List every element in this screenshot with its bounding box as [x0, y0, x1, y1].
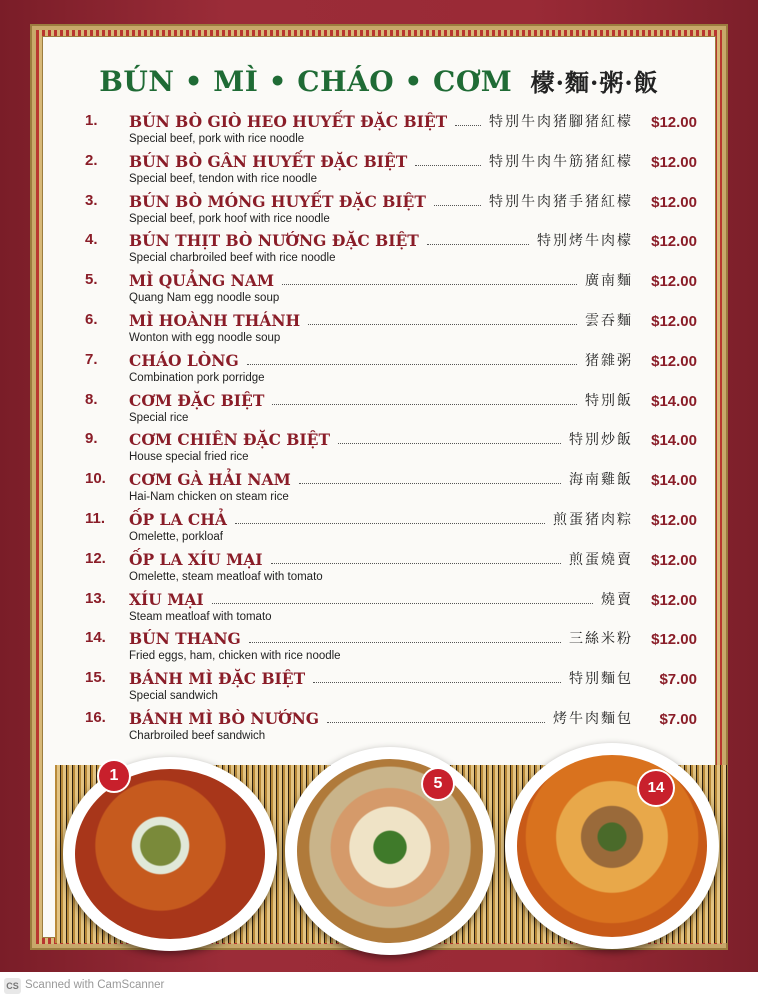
item-number: 16.	[85, 708, 106, 726]
item-name-chinese: 特別麵包	[569, 671, 633, 688]
item-name-vietnamese: CƠM CHIÊN ĐẶC BIỆT	[129, 430, 331, 450]
item-line	[129, 666, 697, 688]
item-name-chinese: 特別牛肉猪腳猪紅檬	[489, 114, 633, 130]
item-price: $12.00	[651, 114, 697, 131]
item-name-vietnamese: XÍU MẠI	[129, 589, 204, 609]
camscanner-logo-icon: CS	[4, 978, 21, 994]
item-price: $12.00	[651, 233, 697, 251]
item-price: $14.00	[651, 432, 697, 450]
item-name-chinese: 烤牛肉麵包	[553, 710, 633, 727]
menu-item	[85, 308, 697, 348]
item-price: $14.00	[651, 472, 697, 490]
menu-page	[42, 36, 716, 938]
leader-dots	[247, 364, 577, 365]
item-name-chinese: 特別烤牛肉檬	[537, 233, 633, 250]
item-price: $12.00	[651, 352, 697, 370]
leader-dots	[327, 722, 545, 723]
dish-photo-3	[505, 743, 719, 949]
leader-dots	[299, 483, 561, 484]
item-name-chinese: 海南雞飯	[569, 472, 633, 489]
menu-item	[85, 706, 697, 746]
item-name-vietnamese: MÌ QUẢNG NAM	[129, 271, 275, 291]
bun-bo-hue-image	[75, 769, 265, 939]
leader-dots	[212, 603, 593, 604]
item-number: 7.	[85, 350, 98, 368]
item-name-vietnamese: ỐP LA CHẢ	[129, 509, 227, 529]
item-description: House special fried rice	[129, 451, 249, 464]
item-line	[129, 348, 697, 370]
item-line	[129, 587, 697, 609]
leader-dots	[308, 324, 577, 325]
item-description: Special beef, pork with rice noodle	[129, 133, 305, 145]
menu-item	[85, 666, 697, 706]
item-price: $12.00	[651, 551, 697, 569]
item-line	[129, 189, 697, 211]
item-price: $14.00	[651, 392, 697, 410]
dish-badge: 14	[639, 771, 673, 805]
dish-badge: 5	[423, 769, 453, 799]
menu-item	[85, 268, 697, 308]
item-number: 10.	[85, 470, 106, 488]
item-price: $12.00	[651, 193, 697, 211]
item-number: 1.	[85, 112, 98, 129]
item-description: Special sandwich	[129, 690, 218, 703]
item-description: Fried eggs, ham, chicken with rice noodle	[129, 650, 341, 663]
item-price: $12.00	[651, 153, 697, 171]
item-name-vietnamese: MÌ HOÀNH THÁNH	[129, 310, 301, 330]
item-description: Special charbroiled beef with rice noodle	[129, 252, 336, 265]
item-description: Omelette, porkloaf	[129, 530, 223, 543]
item-description: Special beef, pork hoof with rice noodle	[129, 212, 330, 225]
item-name-vietnamese: BÚN THỊT BÒ NƯỚNG ĐẶC BIỆT	[129, 231, 419, 251]
item-price: $12.00	[651, 631, 697, 649]
menu-frame	[30, 24, 728, 950]
scanner-footer	[0, 972, 758, 1000]
item-name-chinese: 特別飯	[585, 392, 633, 409]
item-line	[129, 427, 697, 449]
item-number: 6.	[85, 310, 98, 328]
menu-item	[85, 149, 697, 189]
item-name-chinese: 特別牛肉牛筋猪紅檬	[489, 153, 633, 170]
item-description: Combination pork porridge	[129, 371, 265, 384]
item-name-chinese: 特別牛肉猪手猪紅檬	[489, 193, 633, 210]
menu-item	[85, 547, 697, 587]
item-name-vietnamese: BÚN BÒ GÂN HUYẾT ĐẶC BIỆT	[129, 151, 408, 171]
item-number: 11.	[85, 509, 106, 527]
item-description: Wonton with egg noodle soup	[129, 331, 281, 344]
item-name-vietnamese: BÁNH MÌ ĐẶC BIỆT	[129, 669, 306, 689]
title-vietnamese: BÚN • MÌ • CHÁO • CƠM	[99, 65, 513, 98]
title-chinese: 檬·麵·粥·飯	[530, 68, 659, 97]
item-name-vietnamese: BÚN BÒ GIÒ HEO HUYẾT ĐẶC BIỆT	[129, 112, 448, 131]
leader-dots	[313, 682, 561, 683]
menu-item	[85, 626, 697, 666]
item-name-chinese: 特別炒飯	[569, 432, 633, 449]
menu-item	[85, 587, 697, 627]
scanner-watermark: Scanned with CamScanner	[25, 979, 165, 991]
item-number: 5.	[85, 271, 98, 289]
item-number: 8.	[85, 390, 98, 408]
item-number: 13.	[85, 589, 106, 607]
menu-title	[43, 63, 715, 98]
bun-thang-image	[517, 755, 707, 937]
dish-photo-1	[63, 757, 277, 951]
leader-dots	[338, 443, 561, 444]
menu-item	[85, 348, 697, 388]
item-name-chinese: 廣南麵	[585, 273, 633, 290]
item-name-chinese: 燒賣	[601, 591, 633, 608]
item-number: 4.	[85, 231, 98, 249]
item-price: $12.00	[651, 312, 697, 330]
item-name-vietnamese: BÚN THANG	[129, 629, 241, 649]
item-number: 15.	[85, 669, 106, 687]
menu-item	[85, 109, 697, 149]
item-line	[129, 149, 697, 171]
item-description: Steam meatloaf with tomato	[129, 610, 272, 623]
item-name-chinese: 三絲米粉	[569, 631, 633, 648]
item-price: $12.00	[651, 511, 697, 529]
mi-quang-image	[297, 759, 483, 943]
menu-item	[85, 189, 697, 229]
item-price: $7.00	[659, 671, 697, 689]
item-description: Special rice	[129, 411, 189, 424]
leader-dots	[434, 205, 481, 206]
menu-item-list	[85, 109, 697, 746]
item-name-vietnamese: BÚN BÒ MÓNG HUYẾT ĐẶC BIỆT	[129, 191, 426, 211]
item-name-chinese: 猪雜粥	[585, 352, 633, 369]
item-name-chinese: 煎蛋燒賣	[569, 551, 633, 568]
item-name-vietnamese: CƠM GÀ HẢI NAM	[129, 470, 291, 490]
item-name-chinese: 煎蛋猪肉粽	[553, 511, 633, 528]
leader-dots	[271, 563, 562, 564]
item-line	[129, 626, 697, 648]
leader-dots	[272, 404, 577, 405]
leader-dots	[282, 284, 577, 285]
item-description: Omelette, steam meatloaf with tomato	[129, 570, 323, 583]
menu-item	[85, 228, 697, 268]
item-line	[129, 268, 697, 290]
dish-photo-strip	[55, 765, 727, 943]
item-line	[129, 467, 697, 489]
item-description: Hai-Nam chicken on steam rice	[129, 491, 289, 504]
item-name-vietnamese: CƠM ĐẶC BIỆT	[129, 390, 265, 410]
item-number: 9.	[85, 430, 98, 448]
leader-dots	[249, 642, 561, 643]
item-name-vietnamese: CHÁO LÒNG	[129, 350, 239, 370]
dish-badge: 1	[99, 761, 129, 791]
dish-photo-2	[285, 747, 495, 955]
item-line	[129, 388, 697, 410]
leader-dots	[415, 165, 481, 166]
item-line	[129, 308, 697, 330]
leader-dots	[427, 244, 529, 245]
leader-dots	[455, 125, 481, 126]
item-line	[129, 228, 697, 250]
item-number: 14.	[85, 629, 106, 647]
menu-item	[85, 388, 697, 428]
item-price: $12.00	[651, 591, 697, 609]
item-description: Charbroiled beef sandwich	[129, 729, 266, 742]
item-number: 2.	[85, 151, 98, 169]
item-name-vietnamese: BÁNH MÌ BÒ NƯỚNG	[129, 708, 320, 728]
item-description: Quang Nam egg noodle soup	[129, 292, 280, 305]
item-name-chinese: 雲吞麵	[585, 312, 633, 329]
item-description: Special beef, tendon with rice noodle	[129, 172, 317, 185]
item-price: $7.00	[659, 710, 697, 728]
item-name-vietnamese: ỐP LA XÍU MẠI	[129, 549, 263, 569]
menu-item	[85, 467, 697, 507]
item-line	[129, 507, 697, 529]
menu-item	[85, 427, 697, 467]
item-line	[129, 109, 697, 131]
item-line	[129, 706, 697, 728]
item-number: 3.	[85, 191, 98, 209]
leader-dots	[235, 523, 545, 524]
item-number: 12.	[85, 549, 106, 567]
menu-item	[85, 507, 697, 547]
item-price: $12.00	[651, 273, 697, 291]
item-line	[129, 547, 697, 569]
